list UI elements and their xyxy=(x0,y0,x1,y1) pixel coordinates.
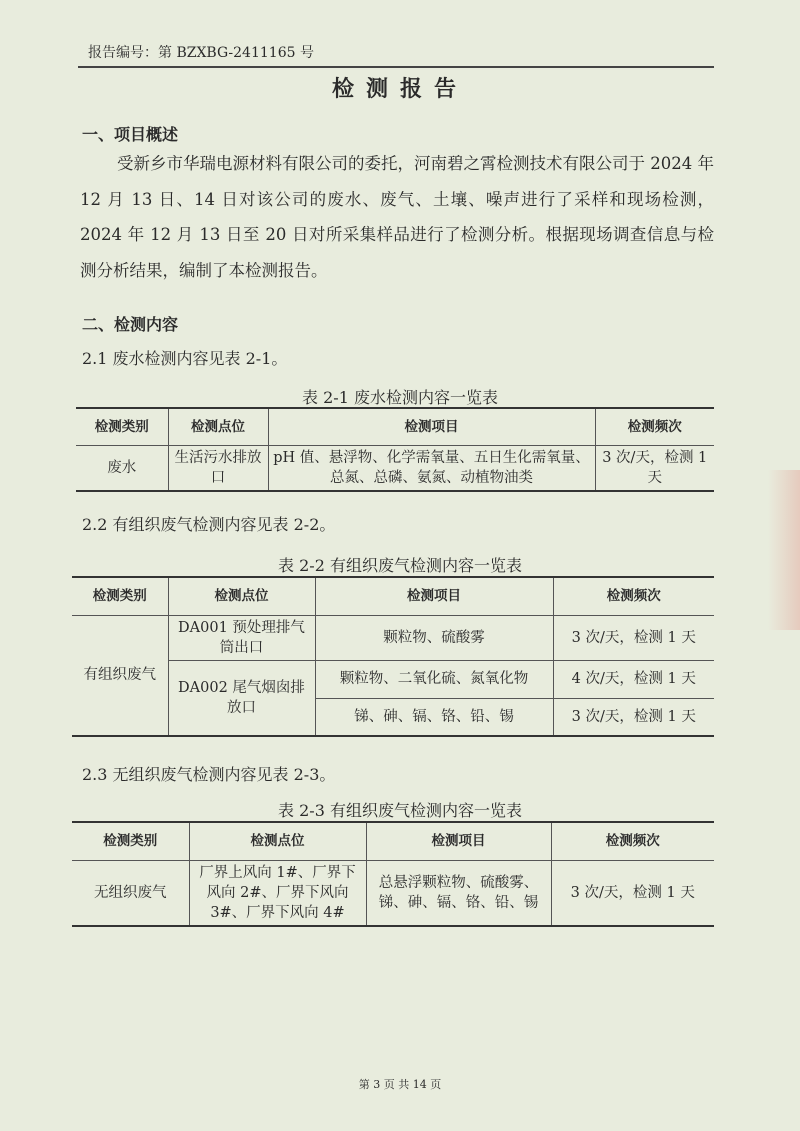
cell-items: pH 值、悬浮物、化学需氧量、五日生化需氧量、总氮、总磷、氨氮、动植物油类 xyxy=(268,445,595,491)
col-header: 检测点位 xyxy=(168,408,268,445)
col-header: 检测频次 xyxy=(553,577,714,615)
cell-category: 无组织废气 xyxy=(72,860,189,926)
table-2-2 xyxy=(72,576,714,737)
table1-caption: 表 2-1 废水检测内容一览表 xyxy=(302,388,498,407)
cell-items: 颗粒物、二氧化硫、氮氧化物 xyxy=(315,660,553,698)
table2-caption: 表 2-2 有组织废气检测内容一览表 xyxy=(278,556,522,575)
cell-point: DA001 预处理排气筒出口 xyxy=(168,615,315,660)
section-2-3: 2.3 无组织废气检测内容见表 2-3。 xyxy=(82,765,336,784)
col-header: 检测项目 xyxy=(366,822,551,860)
section-2-2: 2.2 有组织废气检测内容见表 2-2。 xyxy=(82,515,336,534)
cell-category: 废水 xyxy=(76,445,168,491)
col-header: 检测类别 xyxy=(76,408,168,445)
cell-items: 颗粒物、硫酸雾 xyxy=(315,615,553,660)
col-header: 检测频次 xyxy=(551,822,714,860)
page-title: 检测报告 xyxy=(331,76,468,102)
table-header-row xyxy=(72,822,714,860)
cell-freq: 3 次/天，检测 1 天 xyxy=(553,698,714,736)
cell-point: 生活污水排放口 xyxy=(168,445,268,491)
cell-freq: 3 次/天，检测 1 天 xyxy=(553,615,714,660)
page-footer: 第 3 页 共 14 页 xyxy=(358,1078,442,1091)
cell-point: DA002 尾气烟囱排放口 xyxy=(168,660,315,736)
cell-category: 有组织废气 xyxy=(72,615,168,736)
overview-paragraph: 受新乡市华瑞电源材料有限公司的委托，河南碧之霄检测技术有限公司于 2024 年 12 月 13 日、14 日对该公司的废水、废气、土壤、噪声进行了采样和现场检测，2024 年 12 月 13 日至 20 日对所采集样品进行了检测分析。根据现场调查信息与检测分析结果，编制了本检测报告。 xyxy=(80,154,714,280)
table3-caption: 表 2-3 有组织废气检测内容一览表 xyxy=(278,801,522,820)
seal-stamp-edge xyxy=(768,470,800,630)
header-divider xyxy=(78,66,714,68)
table-row xyxy=(76,445,714,491)
table-2-1 xyxy=(76,407,714,492)
cell-freq: 3 次/天，检测 1 天 xyxy=(551,860,714,926)
col-header: 检测频次 xyxy=(595,408,714,445)
table-header-row xyxy=(72,577,714,615)
section2-heading: 二、检测内容 xyxy=(82,315,179,334)
section1-heading: 一、项目概述 xyxy=(82,125,179,144)
col-header: 检测点位 xyxy=(168,577,315,615)
col-header: 检测类别 xyxy=(72,822,189,860)
table-row xyxy=(72,615,714,660)
cell-point: 厂界上风向 1#、厂界下风向 2#、厂界下风向 3#、厂界下风向 4# xyxy=(189,860,366,926)
report-number: 报告编号：第 BZXBG-2411165 号 xyxy=(88,45,314,61)
table-row xyxy=(72,660,714,698)
cell-items: 锑、砷、镉、铬、铅、锡 xyxy=(315,698,553,736)
col-header: 检测点位 xyxy=(189,822,366,860)
col-header: 检测类别 xyxy=(72,577,168,615)
section-2-1: 2.1 废水检测内容见表 2-1。 xyxy=(82,349,288,368)
cell-freq: 3 次/天，检测 1 天 xyxy=(595,445,714,491)
table-row xyxy=(72,860,714,926)
cell-freq: 4 次/天，检测 1 天 xyxy=(553,660,714,698)
col-header: 检测项目 xyxy=(268,408,595,445)
cell-items: 总悬浮颗粒物、硫酸雾、锑、砷、镉、铬、铅、锡 xyxy=(366,860,551,926)
table-header-row xyxy=(76,408,714,445)
table-2-3 xyxy=(72,821,714,927)
col-header: 检测项目 xyxy=(315,577,553,615)
